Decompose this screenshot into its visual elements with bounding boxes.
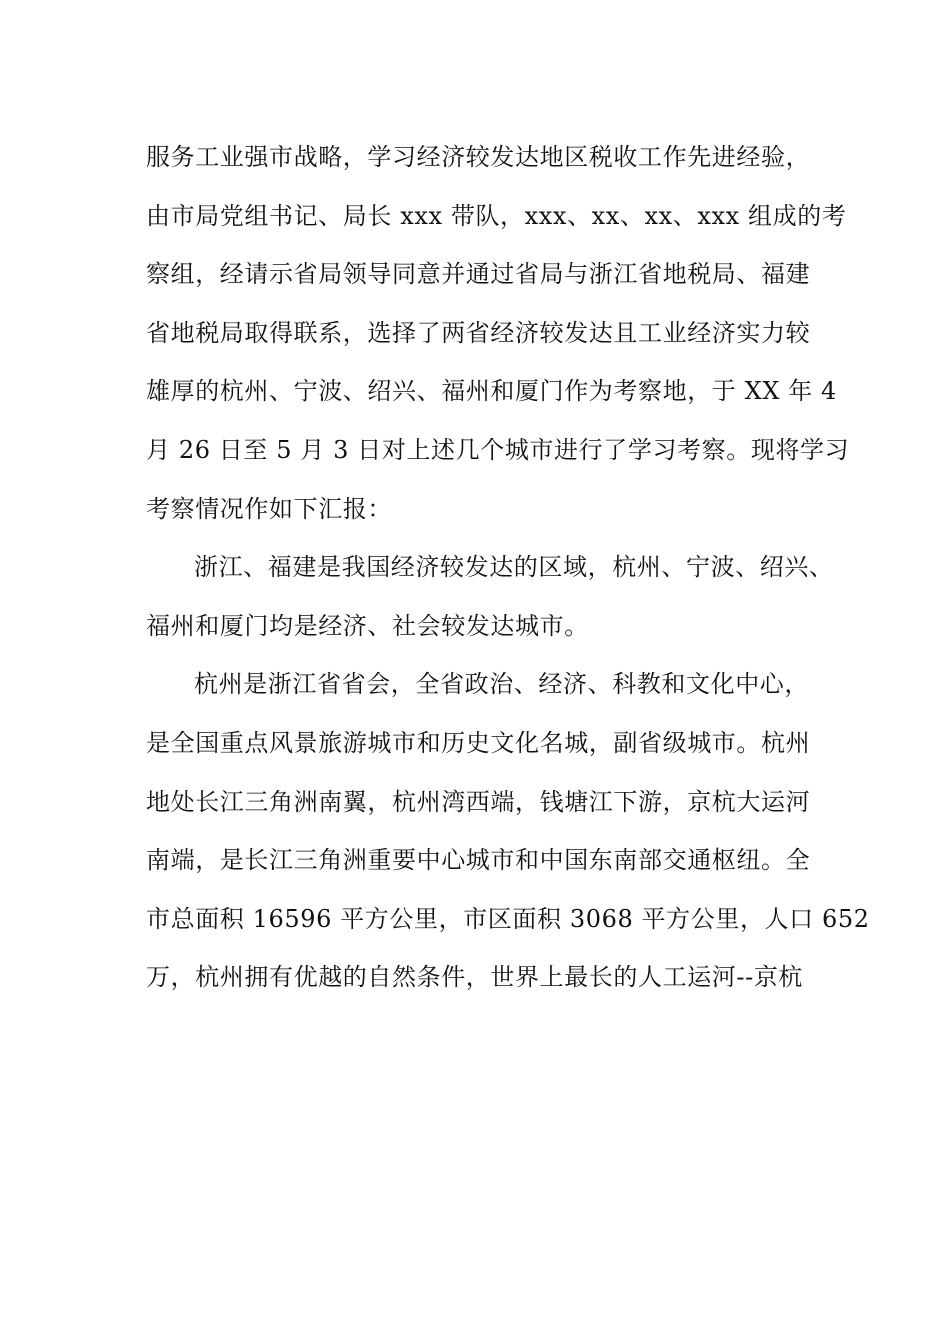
text-line: 省地税局取得联系，选择了两省经济较发达且工业经济实力较 — [146, 318, 811, 347]
paragraph-first-line: 浙江、福建是我国经济较发达的区域，杭州、宁波、绍兴、 — [194, 553, 834, 582]
text-line: 地处长江三角洲南翼，杭州湾西端，钱塘江下游，京杭大运河 — [146, 787, 811, 816]
text-line: 服务工业强市战略，学习经济较发达地区税收工作先进经验， — [146, 143, 811, 171]
text-line: 由市局党组书记、局长 xxx 带队，xxx、xx、xx、xxx 组成的考 — [146, 201, 847, 230]
text-line: 是全国重点风景旅游城市和历史文化名城，副省级城市。杭州 — [146, 728, 811, 757]
text-line: 福州和厦门均是经济、社会较发达城市。 — [146, 611, 589, 640]
text-line: 市总面积 16596 平方公里，市区面积 3068 平方公里，人口 652 — [146, 904, 870, 933]
text-line: 月 26 日至 5 月 3 日对上述几个城市进行了学习考察。现将学习 — [146, 435, 850, 464]
text-line: 南端，是长江三角洲重要中心城市和中国东南部交通枢纽。全 — [146, 846, 811, 875]
text-line: 万，杭州拥有优越的自然条件，世界上最长的人工运河--京杭 — [146, 963, 804, 992]
text-line: 察组，经请示省局领导同意并通过省局与浙江省地税局、福建 — [146, 260, 811, 289]
document-body — [146, 128, 870, 1007]
text-line: 雄厚的杭州、宁波、绍兴、福州和厦门作为考察地，于 XX 年 4 — [146, 377, 837, 406]
text-line: 考察情况作如下汇报： — [146, 494, 392, 523]
paragraph-first-line: 杭州是浙江省省会，全省政治、经济、科教和文化中心， — [194, 670, 809, 699]
